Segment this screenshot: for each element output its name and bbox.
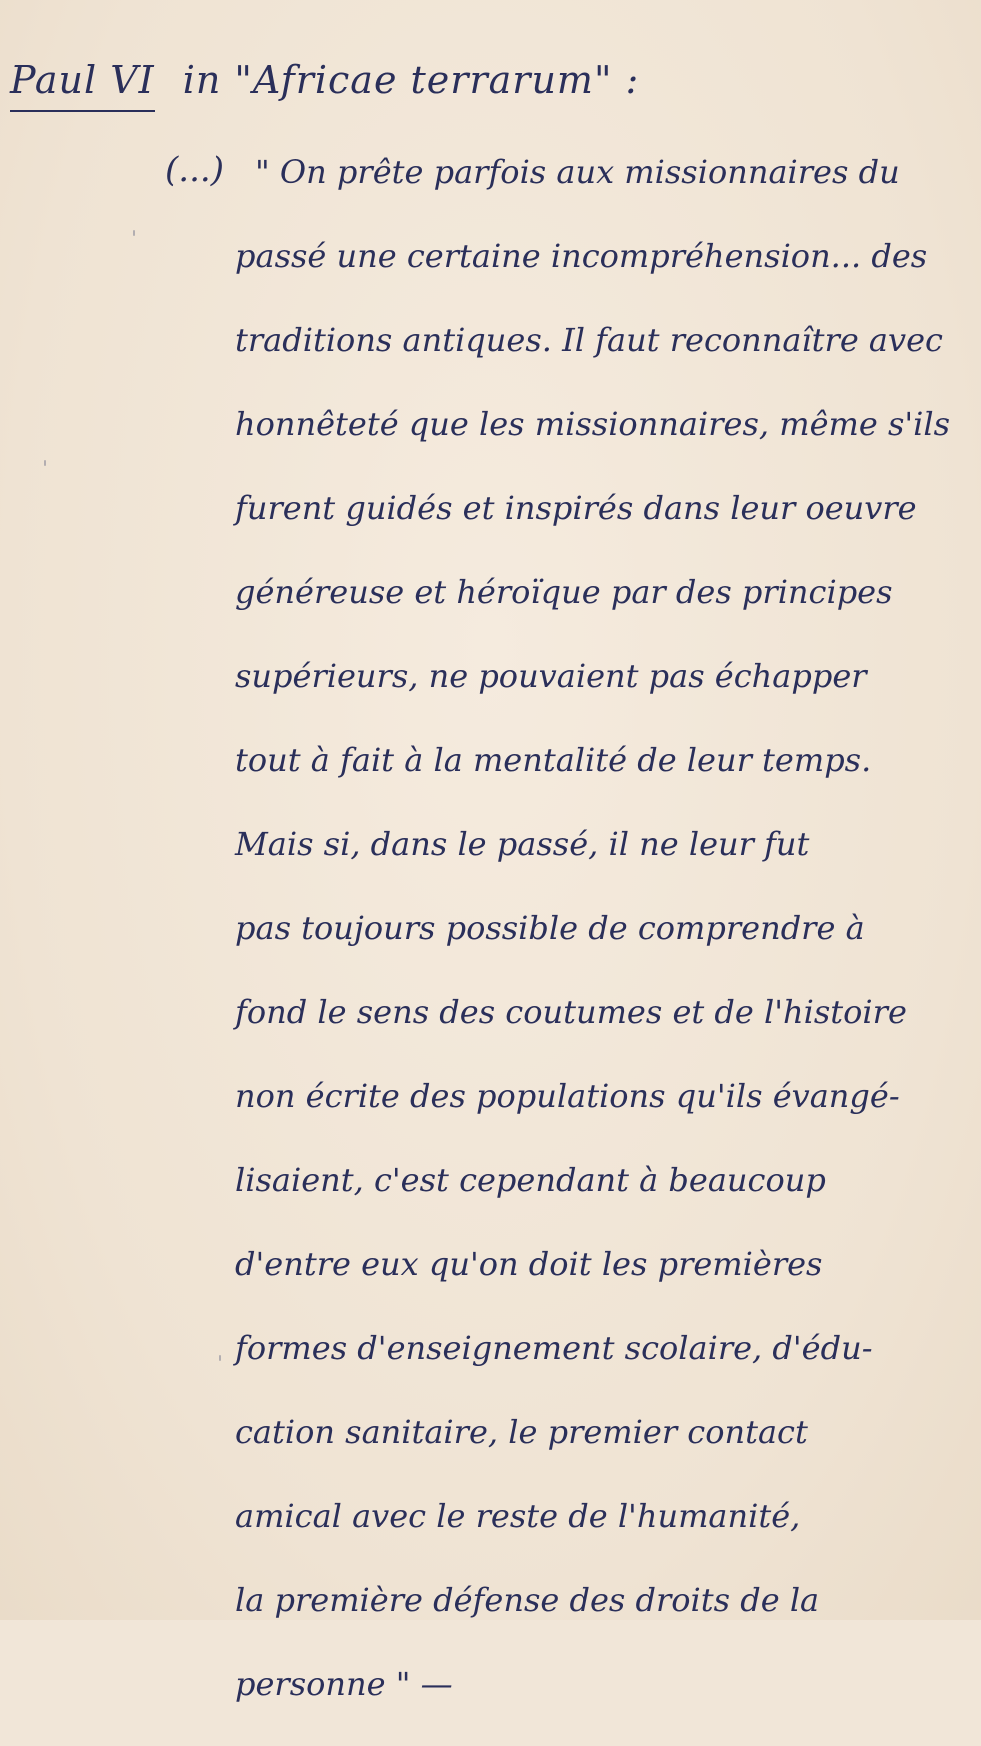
page-heading xyxy=(10,58,639,112)
paper-speck xyxy=(133,230,135,236)
text-line: supérieurs, ne pouvaient pas échapper xyxy=(235,657,867,695)
text-line: " On prête parfois aux missionnaires du xyxy=(255,153,900,191)
text-line: furent guidés et inspirés dans leur oeuvre xyxy=(235,489,917,527)
text-line: non écrite des populations qu'ils évangé- xyxy=(235,1077,900,1115)
text-line: cation sanitaire, le premier contact xyxy=(235,1413,808,1451)
ellipsis-mark: (...) xyxy=(165,150,224,190)
text-line: honnêteté que les missionnaires, même s'ils xyxy=(235,405,951,443)
text-line: personne " — xyxy=(235,1665,453,1703)
heading-name: Paul VI xyxy=(10,58,155,112)
text-line: traditions antiques. Il faut reconnaître avec xyxy=(235,321,943,359)
paper-speck xyxy=(219,1355,221,1361)
text-line: amical avec le reste de l'humanité, xyxy=(235,1497,801,1535)
text-line: d'entre eux qu'on doit les premières xyxy=(235,1245,823,1283)
paper-speck xyxy=(44,460,46,466)
text-line: la première défense des droits de la xyxy=(235,1581,820,1619)
text-line: tout à fait à la mentalité de leur temps. xyxy=(235,741,872,779)
quotation-text xyxy=(235,150,951,1746)
text-line: lisaient, c'est cependant à beaucoup xyxy=(235,1161,826,1199)
text-line: formes d'enseignement scolaire, d'édu- xyxy=(235,1329,873,1367)
text-line: Mais si, dans le passé, il ne leur fut xyxy=(235,825,810,863)
text-line: passé une certaine incompréhension... des xyxy=(235,237,928,275)
text-line: fond le sens des coutumes et de l'histoire xyxy=(235,993,907,1031)
text-line: généreuse et héroïque par des principes xyxy=(235,573,893,611)
text-line: pas toujours possible de comprendre à xyxy=(235,909,865,947)
heading-source: in "Africae terrarum" : xyxy=(182,58,640,102)
